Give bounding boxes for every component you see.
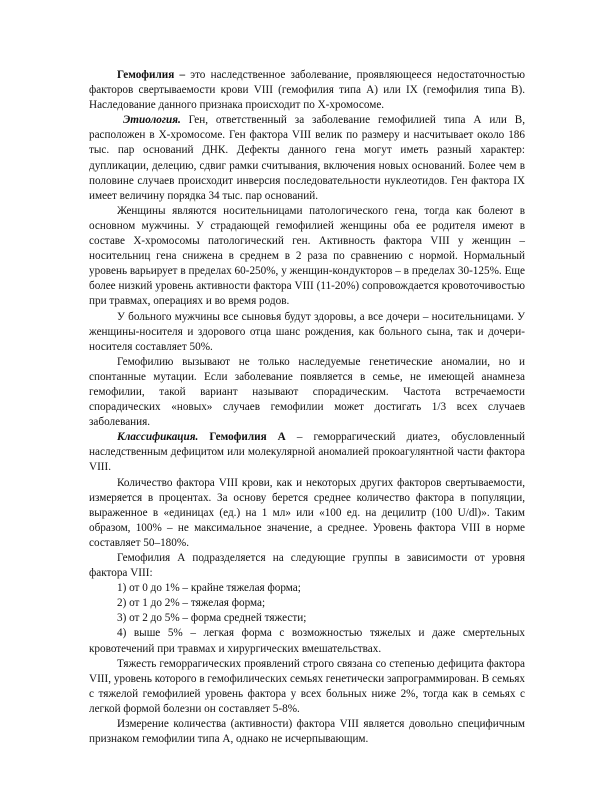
paragraph-etiology bbox=[89, 113, 525, 204]
term-hemophilia: Гемофилия – bbox=[117, 69, 186, 81]
paragraph-text: это наследственное заболевание, проявляющееся недостаточностью факторов свертываемости крови VIII (гемофилия типа А) или IX (гемофилия типа В). Наследование данного признака происходит по Х-хромосоме. bbox=[89, 69, 525, 112]
paragraph-text: Гемофилия А подразделяется на следующие группы в зависимости от уровня фактора VIII: bbox=[89, 552, 525, 580]
paragraph-text: Ген, ответственный за заболевание гемофилией типа А или В, расположен в Х-хромосоме. Ген фактора VIII велик по размеру и насчитывает около 186 тыс. пар оснований ДНК. Дефекты данного гена могут иметь разный характер: дупликации, делецию, сдвиг рамки считывания, включения новых оснований. Более чем в половине случаев происходит инверсия последовательности нуклеотидов. Ген фактора IX имеет величину порядка 34 тыс. пар оснований. bbox=[89, 114, 525, 202]
paragraph-text: Измерение количества (активности) фактора VIII является довольно специфичным признаком гемофилии типа А, однако не исчерпывающим. bbox=[89, 718, 525, 746]
list-item bbox=[89, 581, 525, 596]
paragraph-mutations bbox=[89, 355, 525, 430]
list-item bbox=[89, 596, 525, 611]
paragraph-text: Тяжесть геморрагических проявлений строго связана со степенью дефицита фактора VIII, уровень которого в гемофилических семьях генетически запрограммирован. В семьях с тяжелой гемофилией уровень фактора у всех больных ниже 2%, тогда как в семьях с легкой формой болезни он составляет 5-8%. bbox=[89, 657, 525, 715]
list-item bbox=[89, 611, 525, 626]
paragraph-definition bbox=[89, 68, 525, 113]
paragraph-text: У больного мужчины все сыновья будут здоровы, а все дочери – носительницами. У женщины-носителя и здорового отца шанс рождения, как больного сына, так и дочери-носителя составляет 50%. bbox=[89, 310, 525, 353]
paragraph-severity bbox=[89, 657, 525, 717]
list-item-text: 3) от 2 до 5% – форма средней тяжести; bbox=[117, 612, 307, 625]
heading-classification: Классификация. bbox=[117, 431, 199, 444]
paragraph-factor-measure bbox=[89, 476, 525, 551]
paragraph-text: Гемофилию вызывают не только наследуемые генетические аномалии, но и спонтанные мутации. Если заболевание появляется в семье, не имеющей анамнеза гемофилии, такой вариант называют спорадическим. Частота встречаемости спорадических «новых» случаев гемофилии может достигать 1/3 всех случаев заболевания. bbox=[89, 355, 525, 429]
paragraph-inheritance bbox=[89, 310, 525, 355]
document-page bbox=[89, 68, 525, 747]
heading-etiology: Этиология. bbox=[123, 114, 181, 127]
paragraph-text: – геморрагический диатез, обусловленный наследственным дефицитом или молекулярной аномалией прокоагулянтной части фактора VIII. bbox=[89, 431, 525, 474]
term-hemophilia-a: Гемофилия А bbox=[198, 431, 286, 444]
paragraph-women-carriers bbox=[89, 204, 525, 310]
list-item-text: 4) выше 5% – легкая форма с возможностью тяжелых и даже смертельных кровотечений при травмах и хирургических вмешательствах. bbox=[89, 627, 525, 655]
paragraph-measurement bbox=[89, 717, 525, 747]
paragraph-classification bbox=[89, 430, 525, 475]
paragraph-text: Женщины являются носительницами патологического гена, тогда как болеют в основном мужчины. У страдающей гемофилией женщины оба ее родителя имеют в составе Х-хромосомы патологический ген. Активность фактора VIII у женщин – носительниц гена снижена в среднем в 2 раза по сравнению с нормой. Нормальный уровень варьирует в пределах 60-250%, у женщин-кондукторов – в пределах 30-125%. Еще более низкий уровень активности фактора VIII (11-20%) сопровождается кровоточивостью при травмах, операциях и во время родов. bbox=[89, 204, 525, 308]
list-item-text: 1) от 0 до 1% – крайне тяжелая форма; bbox=[117, 582, 301, 595]
paragraph-groups-intro bbox=[89, 551, 525, 581]
list-item bbox=[89, 626, 525, 656]
paragraph-text: Количество фактора VIII крови, как и некоторых других факторов свертываемости, измеряется в процентах. За основу берется среднее количество фактора в популяции, выраженное в «единицах (ед.) на 1 мл» или «100 ед. на децилитр (100 U/dl)». Таким образом, 100% – не максимальное значение, а среднее. Уровень фактора VIII в норме составляет 50–180%. bbox=[89, 476, 525, 549]
list-item-text: 2) от 1 до 2% – тяжелая форма; bbox=[117, 597, 266, 610]
